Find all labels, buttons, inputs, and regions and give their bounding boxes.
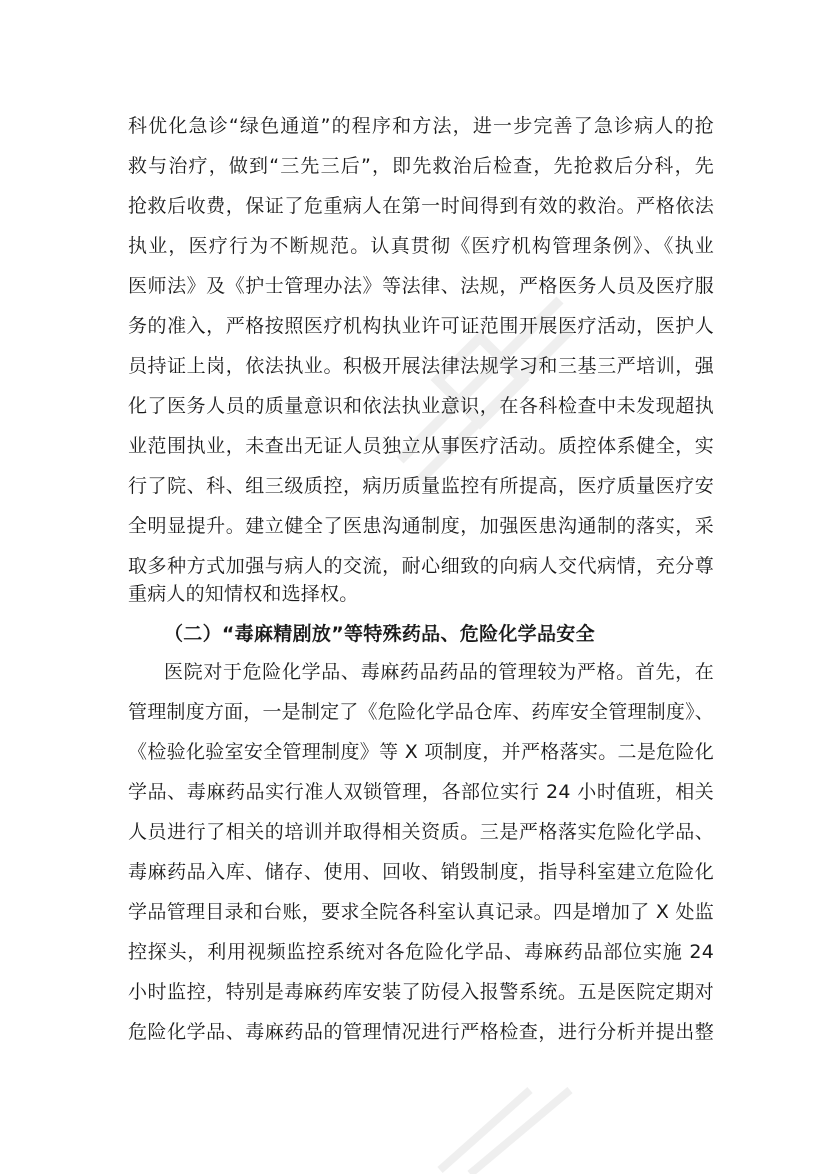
paragraph-line: 重病人的知情权和选择权。 [128, 583, 359, 605]
paragraph-line: 科优化急诊“绿色通道”的程序和方法，进一步完善了急诊病人的抢 [128, 115, 714, 137]
paragraph-line: 全明显提升。建立健全了医患沟通制度，加强医患沟通制的落实，采 [128, 515, 714, 537]
paragraph-line: 《检验化验室安全管理制度》等 X 项制度，并严格落实。二是危险化 [128, 741, 714, 763]
paragraph-line: 执业，医疗行为不断规范。认真贯彻《医疗机构管理条例》、《执业 [128, 235, 714, 257]
section-heading: （二）“毒麻精剧放”等特殊药品、危险化学品安全 [164, 623, 595, 645]
paragraph-line: 学品、毒麻药品实行准人双锁管理，各部位实行 24 小时值班，相关 [128, 781, 714, 803]
paragraph-line: 毒麻药品入库、储存、使用、回收、销毁制度，指导科室建立危险化 [128, 861, 714, 883]
paragraph-line: 小时监控，特别是毒麻药库安装了防侵入报警系统。五是医院定期对 [128, 981, 714, 1003]
watermark-graphic-bottom [430, 1080, 580, 1174]
paragraph-line: 医师法》及《护士管理办法》等法律、法规，严格医务人员及医疗服 [128, 275, 714, 297]
paragraph-line: 管理制度方面，一是制定了《危险化学品仓库、药库安全管理制度》、 [128, 701, 714, 723]
paragraph-line: 化了医务人员的质量意识和依法执业意识，在各科检查中未发现超执 [128, 395, 714, 417]
paragraph-line: 人员进行了相关的培训并取得相关资质。三是严格落实危险化学品、 [128, 821, 714, 843]
paragraph-line: 取多种方式加强与病人的交流，耐心细致的向病人交代病情，充分尊 [128, 555, 714, 577]
paragraph-line: 行了院、科、组三级质控，病历质量监控有所提高，医疗质量医疗安 [128, 475, 714, 497]
paragraph-line: 务的准入，严格按照医疗机构执业许可证范围开展医疗活动，医护人 [128, 315, 714, 337]
paragraph-line: 控探头，利用视频监控系统对各危险化学品、毒麻药品部位实施 24 [128, 941, 714, 963]
paragraph-line: 抢救后收费，保证了危重病人在第一时间得到有效的救治。严格依法 [128, 195, 714, 217]
paragraph-line: 危险化学品、毒麻药品的管理情况进行严格检查，进行分析并提出整 [128, 1021, 714, 1043]
paragraph-line: 学品管理目录和台账，要求全院各科室认真记录。四是增加了 X 处监 [128, 901, 714, 923]
paragraph-line: 员持证上岗，依法执业。积极开展法律法规学习和三基三严培训，强 [128, 355, 714, 377]
paragraph-line: 救与治疗，做到“三先三后”，即先救治后检查，先抢救后分科，先 [128, 155, 714, 177]
paragraph-line: 医院对于危险化学品、毒麻药品药品的管理较为严格。首先，在 [164, 661, 714, 683]
paragraph-line: 业范围执业，未查出无证人员独立从事医疗活动。质控体系健全，实 [128, 435, 714, 457]
